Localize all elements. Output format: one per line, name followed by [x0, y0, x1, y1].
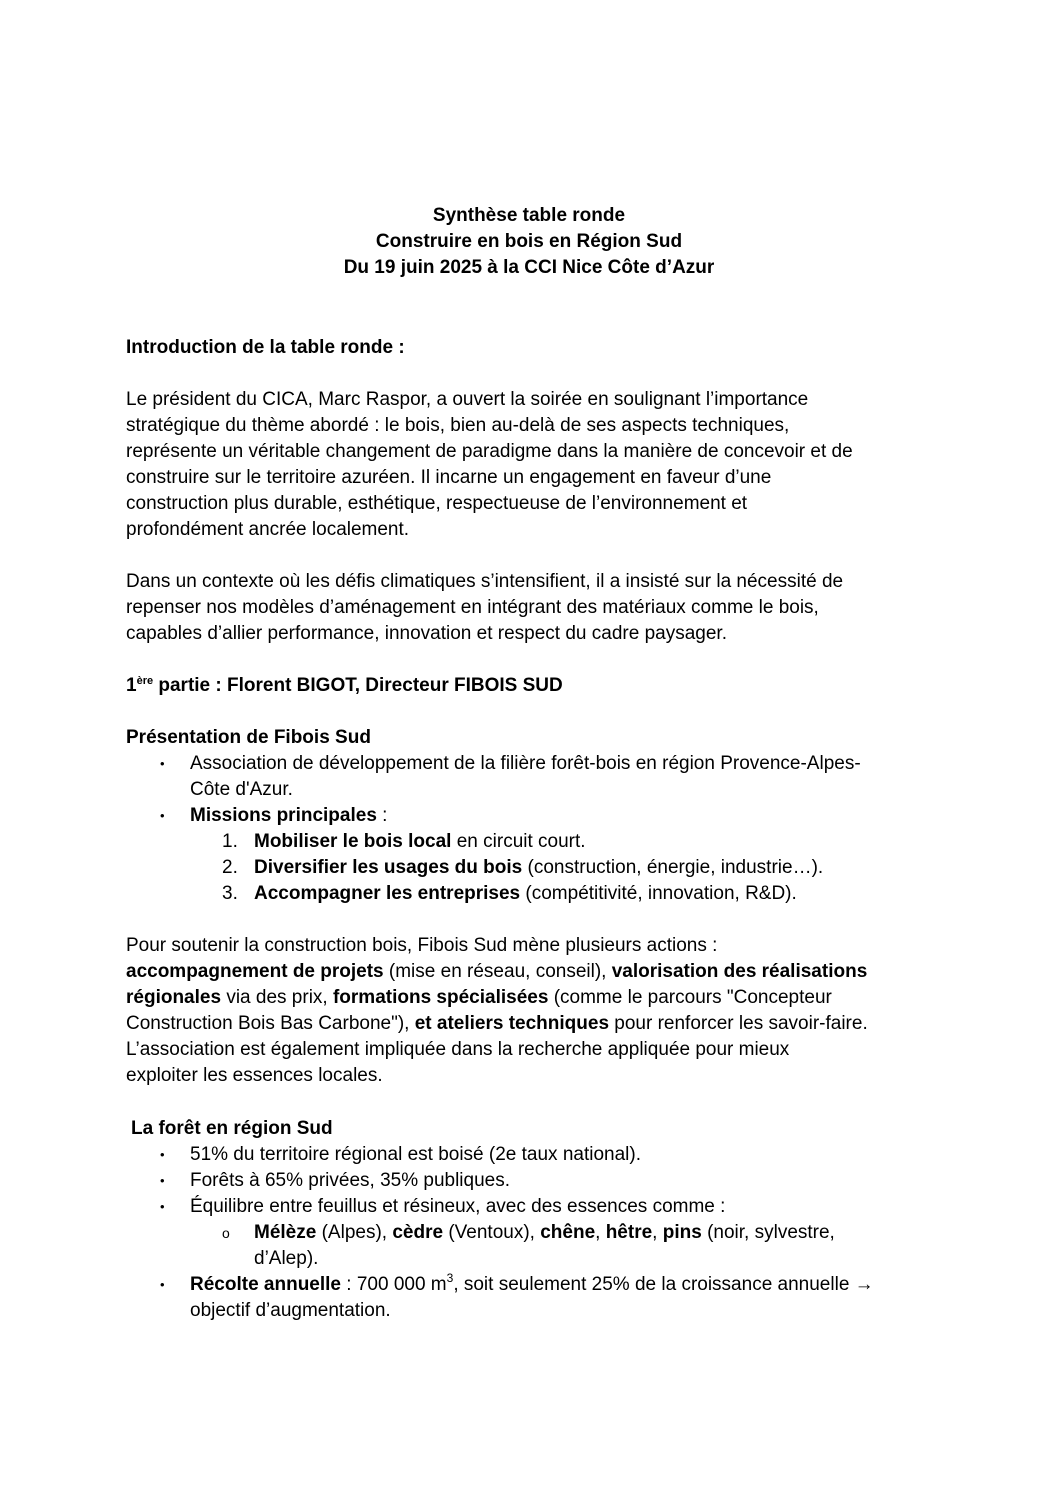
mission-item [254, 855, 823, 881]
harvest-label: Récolte annuelle [190, 1274, 341, 1295]
missions-colon: : [376, 805, 388, 826]
doc-title-line-1: Synthèse table ronde [432, 205, 626, 226]
foret-bullet-3: Équilibre entre feuillus et résineux, avec des essences comme : [190, 1196, 726, 1217]
foret-bullet-1: 51% du territoire régional est boisé (2e taux national). [190, 1144, 641, 1165]
presentation-bullet-1-line-2: Côte d'Azur. [190, 779, 293, 800]
actions-line [126, 985, 832, 1011]
foret-sub-bullet-line-2: d’Alep). [254, 1248, 319, 1269]
part1-number: 1 [126, 675, 137, 696]
presentation-bullet-1-line-1: Association de développement de la filière forêt-bois en région Provence-Alpes- [190, 753, 861, 774]
part1-ordinal-sup: ère [136, 675, 154, 687]
bullet-icon: • [160, 1277, 165, 1292]
species-text: , [595, 1222, 606, 1243]
species-bold: Mélèze [254, 1222, 317, 1243]
cubic-superscript: 3 [446, 1271, 454, 1285]
mission-item [254, 829, 586, 855]
part1-heading [126, 673, 563, 699]
actions-bold: régionales [126, 987, 222, 1008]
doc-title-line-3: Du 19 juin 2025 à la CCI Nice Côte d’Azur [343, 257, 715, 278]
actions-text: Construction Bois Bas Carbone"), [126, 1013, 415, 1034]
species-bold: cèdre [392, 1222, 444, 1243]
bullet-icon: • [160, 1199, 165, 1214]
foret-bullet-4-line-1 [190, 1272, 874, 1298]
presentation-bullet-2 [190, 803, 387, 829]
foret-sub-bullet-line-1 [254, 1220, 835, 1246]
mission-item [254, 881, 797, 907]
harvest-text: , soit seulement 25% de la croissance annuelle → [453, 1274, 874, 1295]
actions-line [126, 959, 867, 985]
bullet-icon: • [160, 1173, 165, 1188]
actions-line [126, 1011, 868, 1037]
actions-text: via des prix, [221, 987, 333, 1008]
species-bold: hêtre [605, 1222, 653, 1243]
part1-title: partie : Florent BIGOT, Directeur FIBOIS SUD [153, 675, 563, 696]
intro-para1-line: construction plus durable, esthétique, respectueuse de l’environnement et [126, 493, 748, 514]
mission-number: 1. [222, 831, 238, 852]
actions-text: (comme le parcours "Concepteur [548, 987, 832, 1008]
bullet-icon: • [160, 808, 165, 823]
mission-number: 3. [222, 883, 238, 904]
intro-heading: Introduction de la table ronde : [126, 337, 405, 358]
harvest-text: : 700 000 m [341, 1274, 447, 1295]
presentation-heading: Présentation de Fibois Sud [126, 727, 371, 748]
species-text: (Alpes), [316, 1222, 393, 1243]
intro-para2-line: repenser nos modèles d’aménagement en intégrant des matériaux comme le bois, [126, 597, 819, 618]
actions-line: exploiter les essences locales. [126, 1065, 383, 1086]
actions-bold: accompagnement de projets [126, 961, 384, 982]
species-bold: pins [662, 1222, 702, 1243]
bullet-icon: • [160, 756, 165, 771]
mission-item-text: en circuit court. [451, 831, 586, 852]
species-text: (noir, sylvestre, [701, 1222, 835, 1243]
mission-item-text: (construction, énergie, industrie…). [522, 857, 824, 878]
species-bold: chêne [540, 1222, 596, 1243]
actions-bold: valorisation des réalisations [611, 961, 868, 982]
species-text: , [652, 1222, 663, 1243]
intro-para1-line: Le président du CICA, Marc Raspor, a ouvert la soirée en soulignant l’importance [126, 389, 809, 410]
actions-bold: formations spécialisées [332, 987, 549, 1008]
intro-para2-line: capables d’allier performance, innovation et respect du cadre paysager. [126, 623, 727, 644]
mission-item-bold: Diversifier les usages du bois [254, 857, 523, 878]
mission-item-text: (compétitivité, innovation, R&D). [520, 883, 797, 904]
missions-label: Missions principales [190, 805, 377, 826]
intro-para1-line: représente un véritable changement de paradigme dans la manière de concevoir et de [126, 441, 853, 462]
intro-para1-line: stratégique du thème abordé : le bois, bien au-delà de ses aspects techniques, [126, 415, 790, 436]
actions-bold: et ateliers techniques [414, 1013, 610, 1034]
actions-text: pour renforcer les savoir-faire. [609, 1013, 868, 1034]
species-text: (Ventoux), [443, 1222, 541, 1243]
foret-bullet-2: Forêts à 65% privées, 35% publiques. [190, 1170, 511, 1191]
mission-number: 2. [222, 857, 238, 878]
mission-item-bold: Accompagner les entreprises [254, 883, 521, 904]
intro-para1-line: profondément ancrée localement. [126, 519, 410, 540]
mission-item-bold: Mobiliser le bois local [254, 831, 452, 852]
actions-line: L’association est également impliquée dans la recherche appliquée pour mieux [126, 1039, 790, 1060]
actions-text: (mise en réseau, conseil), [383, 961, 612, 982]
bullet-icon: • [160, 1147, 165, 1162]
intro-para1-line: construire sur le territoire azuréen. Il incarne un engagement en faveur d’une [126, 467, 772, 488]
intro-para2-line: Dans un contexte où les défis climatiques s’intensifient, il a insisté sur la nécessité de [126, 571, 844, 592]
sub-bullet-icon: o [222, 1225, 230, 1241]
actions-line: Pour soutenir la construction bois, Fibois Sud mène plusieurs actions : [126, 935, 718, 956]
foret-heading: La forêt en région Sud [131, 1118, 333, 1139]
foret-bullet-4-line-2: objectif d’augmentation. [190, 1300, 391, 1321]
doc-title-line-2: Construire en bois en Région Sud [375, 231, 683, 252]
